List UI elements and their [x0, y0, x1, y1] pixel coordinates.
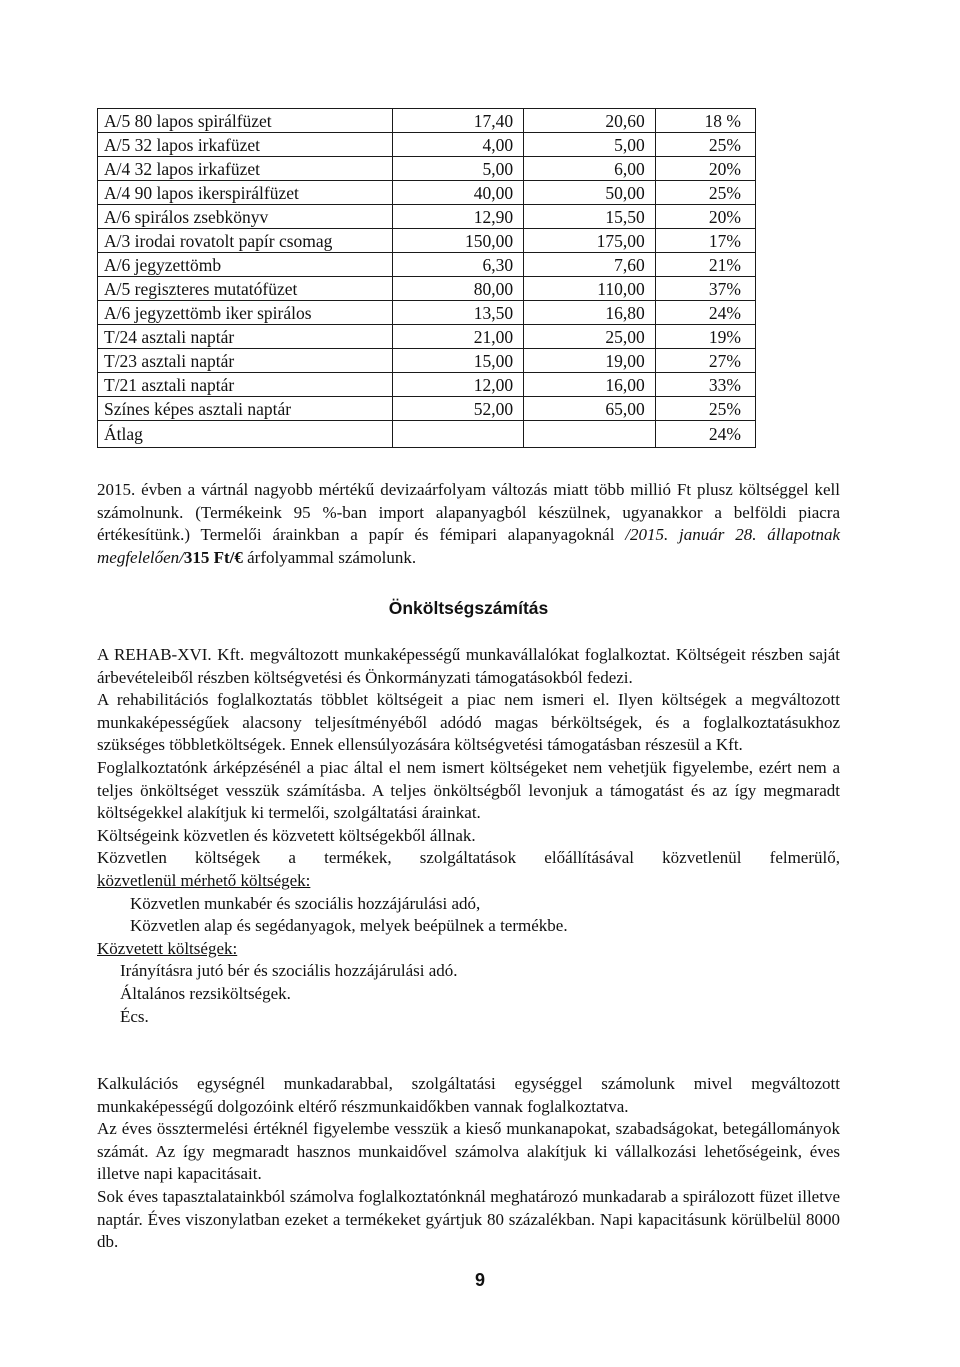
table-row: [98, 229, 756, 253]
percent-cell: 17%: [655, 229, 755, 253]
product-name-cell: A/3 irodai rovatolt papír csomag: [98, 229, 393, 253]
table-row: [98, 109, 756, 133]
percent-cell: 25%: [655, 133, 755, 157]
indirect-cost-item-3: Écs.: [120, 1006, 149, 1026]
product-name-cell: Színes képes asztali naptár: [98, 397, 393, 421]
section-heading: Önköltségszámítás: [388, 598, 549, 618]
price-old-cell: 12,90: [392, 205, 524, 229]
direct-cost-item-2: Közvetlen alap és segédanyagok, melyek beépülnek a termékbe.: [130, 916, 568, 936]
price-old-cell: 80,00: [392, 277, 524, 301]
price-old-cell: 21,00: [392, 325, 524, 349]
product-name-cell: A/6 spirálos zsebkönyv: [98, 205, 393, 229]
table-row: [98, 349, 756, 373]
table-row-average: [98, 421, 756, 448]
product-name-cell: A/5 regiszteres mutatófüzet: [98, 277, 393, 301]
percent-cell: 25%: [655, 397, 755, 421]
table-row: [98, 373, 756, 397]
page-number: 9: [474, 1270, 485, 1290]
percent-cell: 24%: [655, 421, 755, 448]
product-name-cell: Átlag: [98, 421, 393, 448]
indirect-cost-item-2: Általános rezsiköltségek.: [120, 983, 291, 1003]
price-new-cell: 5,00: [524, 133, 656, 157]
percent-cell: 20%: [655, 205, 755, 229]
price-old-cell: 12,00: [392, 373, 524, 397]
table-row: [98, 205, 756, 229]
table-row: [98, 181, 756, 205]
price-table: [97, 108, 756, 448]
price-old-cell: 4,00: [392, 133, 524, 157]
price-new-cell: 15,50: [524, 205, 656, 229]
price-table-body: [98, 109, 756, 448]
calculation-section: [97, 1073, 840, 1254]
price-old-cell: 13,50: [392, 301, 524, 325]
price-new-cell: 16,80: [524, 301, 656, 325]
direct-costs-title: közvetlenül mérhető költségek:: [97, 870, 311, 890]
price-new-cell: 19,00: [524, 349, 656, 373]
price-old-cell: 52,00: [392, 397, 524, 421]
price-old-cell: 5,00: [392, 157, 524, 181]
price-new-cell: 6,00: [524, 157, 656, 181]
price-old-cell: [392, 421, 524, 448]
paragraph-p1: A REHAB-XVI. Kft. megváltozott munkaképességű munkavállalókat foglalkoztat. Költségeit részben saját árbevételeiből részben költségvetési és Önkormányzati támogatásokból fedezi.: [97, 645, 840, 687]
price-old-cell: 40,00: [392, 181, 524, 205]
percent-cell: 27%: [655, 349, 755, 373]
percent-cell: 20%: [655, 157, 755, 181]
price-new-cell: 110,00: [524, 277, 656, 301]
table-row: [98, 277, 756, 301]
product-name-cell: A/6 jegyzettömb iker spirálos: [98, 301, 393, 325]
para2015-end: árfolyammal számolunk.: [242, 547, 417, 567]
direct-cost-item-1: Közvetlen munkabér és szociális hozzájárulási adó,: [130, 893, 481, 913]
indirect-costs-title: Közvetett költségek:: [97, 938, 238, 958]
product-name-cell: T/24 asztali naptár: [98, 325, 393, 349]
paragraph-p7: Az éves össztermelési értéknél figyelembe vesszük a kieső munkanapokat, szabadságokat, betegállományok számát. Az így megmaradt hasznos munkaidővel számolva alakítjuk ki vállalkozási lehetőségeink, éves illetve napi kapacitásait.: [97, 1119, 840, 1184]
product-name-cell: A/5 32 lapos irkafüzet: [98, 133, 393, 157]
price-new-cell: 20,60: [524, 109, 656, 133]
paragraph-p5a: Közvetlen költségek a termékek, szolgáltatások előállításával közvetlenül felmerülő,: [97, 848, 840, 868]
price-new-cell: 50,00: [524, 181, 656, 205]
price-new-cell: 16,00: [524, 373, 656, 397]
table-row: [98, 133, 756, 157]
para2015-rate: 315 Ft/€: [183, 547, 243, 567]
price-old-cell: 150,00: [392, 229, 524, 253]
percent-cell: 25%: [655, 181, 755, 205]
percent-cell: 21%: [655, 253, 755, 277]
table-row: [98, 301, 756, 325]
product-name-cell: A/4 32 lapos irkafüzet: [98, 157, 393, 181]
price-new-cell: [524, 421, 656, 448]
product-name-cell: A/6 jegyzettömb: [98, 253, 393, 277]
para2015-text: 2015. évben a vártnál nagyobb mértékű devizaárfolyam változás miatt több millió Ft plusz költséggel kell számolnunk. (Termékeink 95 %-ban import alapanyagból készülnek, ugyanakkor a belföldi piacra értékesítünk.) Termelői árainkban a papír és fémipari alapanyagoknál: [97, 480, 840, 545]
percent-cell: 19%: [655, 325, 755, 349]
product-name-cell: A/4 90 lapos ikerspirálfüzet: [98, 181, 393, 205]
table-row: [98, 325, 756, 349]
product-name-cell: T/21 asztali naptár: [98, 373, 393, 397]
percent-cell: 33%: [655, 373, 755, 397]
price-old-cell: 6,30: [392, 253, 524, 277]
percent-cell: 37%: [655, 277, 755, 301]
paragraph-p2: A rehabilitációs foglalkoztatás többlet költségeit a piac nem ismeri el. Ilyen költségek a megváltozott munkaképességűek alacsony teljesítményéből adódó magas bérköltségek, és a foglalkoztatásukhoz szükséges többletköltségek. Ennek ellensúlyozására költségvetési támogatásban részesül a Kft.: [97, 690, 840, 755]
price-old-cell: 15,00: [392, 349, 524, 373]
table-row: [98, 253, 756, 277]
product-name-cell: T/23 asztali naptár: [98, 349, 393, 373]
percent-cell: 18 %: [655, 109, 755, 133]
percent-cell: 24%: [655, 301, 755, 325]
price-new-cell: 7,60: [524, 253, 656, 277]
paragraph-2015: [97, 479, 840, 569]
price-new-cell: 25,00: [524, 325, 656, 349]
price-old-cell: 17,40: [392, 109, 524, 133]
paragraph-p6: Kalkulációs egységnél munkadarabbal, szolgáltatási egységgel számolunk mivel megváltozott munkaképességű dolgozóink eltérő részmunkaidőkben vannak foglalkoztatva.: [97, 1074, 840, 1116]
table-row: [98, 397, 756, 421]
paragraph-p4: Költségeink közvetlen és közvetett költségekből állnak.: [97, 825, 476, 845]
indirect-cost-item-1: Irányításra jutó bér és szociális hozzájárulási adó.: [120, 961, 458, 981]
price-new-cell: 65,00: [524, 397, 656, 421]
table-row: [98, 157, 756, 181]
paragraph-p8: Sok éves tapasztalatainkból számolva foglalkoztatónknál meghatározó munkadarab a spirálozott füzet illetve naptár. Éves viszonylatban ezeket a termékeket gyártjuk 80 százalékban. Napi kapacitásunk körülbelül 8000 db.: [97, 1186, 840, 1252]
para2015-date: /2015. január 28. állapotnak megfelelően/: [97, 525, 840, 567]
paragraph-p3: Foglalkoztatónk árképzésénél a piac által el nem ismert költségeket nem vehetjük figyelembe, ezért nem a teljes önköltséget vesszük számításba. A teljes önköltségből levonjuk a támogatást és az így megmaradt költségekkel alakítjuk ki termelői, szolgáltatási árainkat.: [97, 757, 840, 823]
section-body: [97, 644, 840, 1028]
price-new-cell: 175,00: [524, 229, 656, 253]
product-name-cell: A/5 80 lapos spirálfüzet: [98, 109, 393, 133]
